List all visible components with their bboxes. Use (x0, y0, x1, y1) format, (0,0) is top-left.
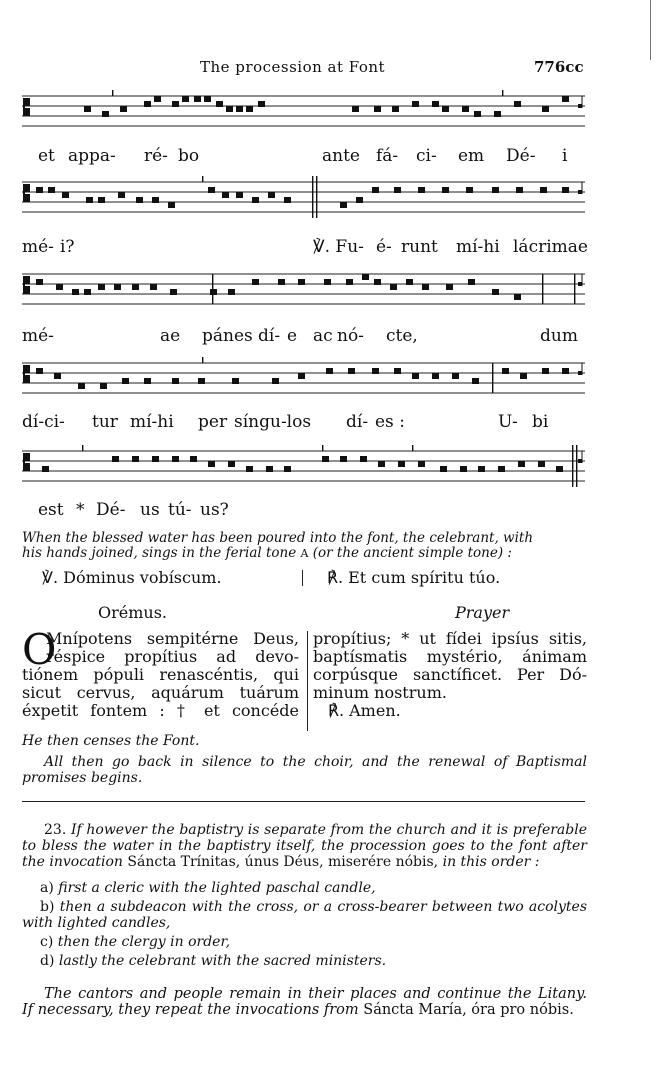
prayer-line: réspice propítius ad devo- (46, 647, 299, 666)
chant-staff-4 (22, 357, 585, 399)
prayer-heading: Prayer (455, 603, 510, 622)
syllable: Dé- (506, 146, 536, 166)
syllable: i (562, 146, 568, 166)
rubric-line: If however the baptistry is separate from the church and it is preferable (70, 822, 587, 838)
rubric-line: his hands joined, sings in the ferial tone (22, 545, 297, 561)
syllable: e (287, 326, 298, 346)
tone-letter: A (300, 547, 309, 560)
rubric-line: If necessary, they repeat the invocations from (22, 1002, 359, 1018)
syllable: appa- (68, 146, 116, 166)
list-text: then the clergy in order, (57, 934, 231, 950)
rubric-line: (or the ancient simple tone) : (312, 545, 512, 561)
syllable: é- (376, 237, 392, 257)
list-text: first a cleric with the lighted paschal candle, (58, 880, 376, 896)
procession-order-list (22, 880, 587, 969)
chant-staff-5 (22, 445, 585, 487)
prayer-line: propítius; * ut fídei ipsíus sitis, (313, 629, 587, 648)
syllable: us (140, 500, 160, 520)
chant-staff-1 (22, 90, 585, 132)
page-number: 776cc (534, 58, 584, 76)
syllable: cte, (386, 326, 418, 346)
syllable: * (76, 500, 85, 520)
syllable: nó- (337, 326, 364, 346)
chant-staff-3 (22, 268, 585, 310)
syllable: fá- (376, 146, 399, 166)
prayer-line: baptísmatis mystério, ánimam (313, 647, 587, 666)
syllable: mé- (22, 237, 54, 257)
syllable: pánes (202, 326, 253, 346)
rubric-line: promises begins. (22, 770, 143, 786)
rubric-line: The cantors and people remain in their places and continue the Litany. (44, 986, 587, 1002)
list-item (22, 953, 587, 969)
prayer-line: sicut cervus, aquárum tuárum (22, 683, 299, 702)
syllable: lácrimae (513, 237, 588, 257)
syllable: U- (498, 412, 518, 432)
versicle-text: ℣. Dóminus vobíscum. (42, 568, 222, 587)
syllable: per (198, 412, 228, 432)
response-text: ℟. Et cum spíritu túo. (327, 568, 501, 587)
section-separator (22, 801, 585, 802)
oremus-heading: Orémus. (98, 603, 168, 622)
syllable: ac (313, 326, 333, 346)
syllable: tur (92, 412, 118, 432)
rubric-celebrant-sings (22, 531, 587, 561)
syllable: tú- (168, 500, 192, 520)
syllable: ante (322, 146, 360, 166)
prayer-line: corpúsque sanctíficet. Per Dó- (313, 665, 587, 684)
rubric-line: When the blessed water has been poured into the font, the celebrant, with (22, 530, 534, 546)
syllable: bi (532, 412, 549, 432)
syllable: ae (160, 326, 181, 346)
syllable: us? (200, 500, 229, 520)
drop-capital: O (22, 625, 57, 674)
syllable: i? (60, 237, 75, 257)
prayer-right-column (313, 630, 587, 720)
list-label: a) (40, 880, 54, 896)
syllable: mé- (22, 326, 54, 346)
chant-staff-2 (22, 176, 585, 218)
syllable: dí- (346, 412, 369, 432)
syllable: bo (178, 146, 200, 166)
amen-response: ℟. Amen. (328, 701, 401, 720)
rubric-line: to bless the water in the baptistry itself, the procession goes to the font after (22, 838, 587, 854)
syllable: dí- (258, 326, 281, 346)
list-label: d) (40, 953, 55, 969)
syllable: dum (540, 326, 578, 346)
list-text: then a subdeacon with the cross, or a cross-bearer between two acolytes (59, 899, 587, 915)
syllable: mí-hi (130, 412, 174, 432)
invocation-text: Sáncta Trínitas, únus Déus, miserére nóbis, (127, 854, 439, 870)
prayer-left-column (22, 625, 299, 720)
list-label: c) (40, 934, 54, 950)
page-edge-line (650, 0, 651, 60)
list-item (22, 880, 587, 899)
invocation-text: Sáncta María, óra pro nóbis. (363, 1002, 574, 1018)
versicle-divider (302, 570, 303, 586)
section-23-intro (22, 822, 587, 870)
rubric-line: the invocation (22, 854, 123, 870)
list-item (22, 899, 587, 915)
syllable: ré- (144, 146, 168, 166)
list-label: b) (40, 899, 55, 915)
syllable: síngu-los (234, 412, 312, 432)
syllable: est (38, 500, 64, 520)
rubric-censes: He then censes the Font. (22, 733, 200, 749)
column-divider (307, 631, 308, 731)
syllable: ci- (416, 146, 437, 166)
syllable: et (38, 146, 55, 166)
running-header-title: The procession at Font (200, 58, 386, 76)
syllable: ℣. Fu- (313, 237, 364, 257)
list-item (22, 934, 587, 953)
syllable: dí-ci- (22, 412, 65, 432)
section-number: 23. (44, 822, 67, 838)
syllable: mí-hi (456, 237, 500, 257)
syllable: es : (375, 412, 405, 432)
list-item-continuation: with lighted candles, (22, 915, 171, 931)
syllable: Dé- (96, 500, 126, 520)
list-text: lastly the celebrant with the sacred ministers. (58, 953, 387, 969)
rubric-cantors (22, 986, 587, 1018)
syllable: runt (401, 237, 438, 257)
prayer-line: tiónem pópuli renascéntis, qui (22, 665, 299, 684)
prayer-line: minum nostrum. (313, 683, 447, 702)
rubric-line: in this order : (442, 854, 540, 870)
rubric-line: All then go back in silence to the choir, and the renewal of Baptismal (44, 754, 587, 770)
prayer-line: Mnípotens sempitérne Deus, (46, 629, 299, 648)
syllable: em (458, 146, 485, 166)
rubric-return (22, 754, 587, 786)
prayer-line: éxpetit fontem : † et concéde (22, 701, 299, 720)
